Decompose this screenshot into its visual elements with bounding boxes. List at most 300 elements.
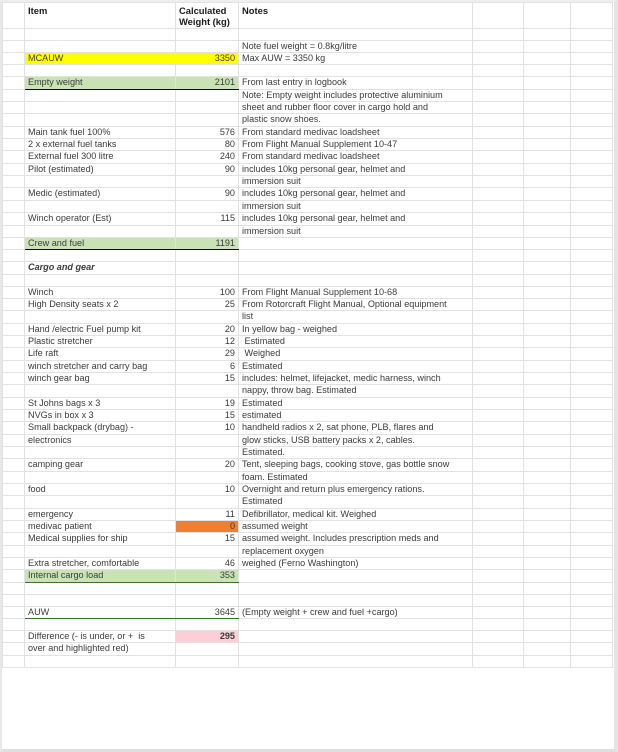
- cell-calculated-weight[interactable]: 20: [176, 323, 239, 335]
- row-gutter-cell[interactable]: [3, 397, 25, 409]
- cell-calculated-weight[interactable]: [176, 176, 239, 188]
- cell-notes[interactable]: Estimated: [239, 360, 473, 372]
- cell-item[interactable]: Difference (- is under, or + is: [25, 631, 176, 643]
- cell-blank-3[interactable]: [571, 40, 613, 52]
- row-gutter-cell[interactable]: [3, 89, 25, 101]
- cell-blank-2[interactable]: [524, 102, 571, 114]
- row-gutter-cell[interactable]: [3, 385, 25, 397]
- row-gutter-cell[interactable]: [3, 225, 25, 237]
- cell-calculated-weight[interactable]: [176, 40, 239, 52]
- cell-notes[interactable]: assumed weight: [239, 521, 473, 533]
- row-gutter-cell[interactable]: [3, 360, 25, 372]
- cell-calculated-weight[interactable]: [176, 655, 239, 667]
- cell-notes[interactable]: From standard medivac loadsheet: [239, 151, 473, 163]
- cell-blank-2[interactable]: [524, 274, 571, 286]
- cell-blank-3[interactable]: [571, 409, 613, 421]
- cell-blank-1[interactable]: [473, 521, 524, 533]
- row-gutter-cell[interactable]: [3, 151, 25, 163]
- cell-blank-1[interactable]: [473, 250, 524, 262]
- cell-notes[interactable]: [239, 262, 473, 274]
- cell-notes[interactable]: Estimated.: [239, 447, 473, 459]
- cell-notes[interactable]: From Flight Manual Supplement 10-47: [239, 139, 473, 151]
- cell-blank-1[interactable]: [473, 200, 524, 212]
- cell-item[interactable]: Extra stretcher, comfortable: [25, 558, 176, 570]
- cell-item[interactable]: Empty weight: [25, 77, 176, 89]
- cell-blank-2[interactable]: [524, 385, 571, 397]
- cell-blank-3[interactable]: [571, 335, 613, 347]
- cell-notes[interactable]: list: [239, 311, 473, 323]
- cell-calculated-weight[interactable]: 0: [176, 521, 239, 533]
- cell-blank-2[interactable]: [524, 200, 571, 212]
- cell-blank-2[interactable]: [524, 237, 571, 249]
- column-header-blank-3[interactable]: [571, 3, 613, 29]
- cell-blank-2[interactable]: [524, 643, 571, 655]
- row-gutter-cell[interactable]: [3, 471, 25, 483]
- cell-blank-3[interactable]: [571, 176, 613, 188]
- cell-blank-1[interactable]: [473, 225, 524, 237]
- cell-calculated-weight[interactable]: [176, 114, 239, 126]
- cell-item[interactable]: [25, 114, 176, 126]
- cell-blank-1[interactable]: [473, 176, 524, 188]
- cell-blank-1[interactable]: [473, 335, 524, 347]
- cell-item[interactable]: [25, 385, 176, 397]
- row-gutter-cell[interactable]: [3, 65, 25, 77]
- row-gutter-cell[interactable]: [3, 139, 25, 151]
- row-gutter-cell[interactable]: [3, 434, 25, 446]
- cell-blank-1[interactable]: [473, 151, 524, 163]
- cell-notes[interactable]: includes 10kg personal gear, helmet and: [239, 188, 473, 200]
- cell-item[interactable]: Hand /electric Fuel pump kit: [25, 323, 176, 335]
- cell-blank-1[interactable]: [473, 274, 524, 286]
- cell-calculated-weight[interactable]: 46: [176, 558, 239, 570]
- cell-calculated-weight[interactable]: [176, 200, 239, 212]
- cell-item[interactable]: External fuel 300 litre: [25, 151, 176, 163]
- column-header-blank-2[interactable]: [524, 3, 571, 29]
- row-gutter-cell[interactable]: [3, 508, 25, 520]
- cell-blank-2[interactable]: [524, 397, 571, 409]
- cell-item[interactable]: over and highlighted red): [25, 643, 176, 655]
- cell-blank-2[interactable]: [524, 409, 571, 421]
- cell-calculated-weight[interactable]: 90: [176, 188, 239, 200]
- row-gutter-cell[interactable]: [3, 372, 25, 384]
- cell-blank-1[interactable]: [473, 533, 524, 545]
- cell-blank-2[interactable]: [524, 434, 571, 446]
- cell-calculated-weight[interactable]: [176, 643, 239, 655]
- cell-calculated-weight[interactable]: [176, 28, 239, 40]
- cell-blank-3[interactable]: [571, 619, 613, 631]
- cell-calculated-weight[interactable]: 10: [176, 422, 239, 434]
- cell-blank-1[interactable]: [473, 434, 524, 446]
- cell-notes[interactable]: Overnight and return plus emergency rations.: [239, 484, 473, 496]
- row-gutter-cell[interactable]: [3, 606, 25, 618]
- cell-blank-2[interactable]: [524, 151, 571, 163]
- cell-blank-3[interactable]: [571, 545, 613, 557]
- cell-blank-2[interactable]: [524, 323, 571, 335]
- cell-blank-2[interactable]: [524, 250, 571, 262]
- row-gutter-cell[interactable]: [3, 631, 25, 643]
- cell-item[interactable]: Winch: [25, 286, 176, 298]
- cell-blank-2[interactable]: [524, 372, 571, 384]
- cell-calculated-weight[interactable]: 19: [176, 397, 239, 409]
- cell-calculated-weight[interactable]: [176, 619, 239, 631]
- cell-calculated-weight[interactable]: 1191: [176, 237, 239, 249]
- row-gutter-cell[interactable]: [3, 335, 25, 347]
- cell-notes[interactable]: [239, 65, 473, 77]
- cell-item[interactable]: [25, 65, 176, 77]
- row-gutter-cell[interactable]: [3, 619, 25, 631]
- cell-blank-3[interactable]: [571, 298, 613, 310]
- cell-calculated-weight[interactable]: 100: [176, 286, 239, 298]
- cell-notes[interactable]: [239, 237, 473, 249]
- cell-notes[interactable]: Max AUW = 3350 kg: [239, 53, 473, 65]
- cell-calculated-weight[interactable]: [176, 582, 239, 594]
- cell-blank-1[interactable]: [473, 188, 524, 200]
- cell-blank-2[interactable]: [524, 471, 571, 483]
- cell-blank-3[interactable]: [571, 89, 613, 101]
- cell-blank-2[interactable]: [524, 188, 571, 200]
- cell-blank-1[interactable]: [473, 409, 524, 421]
- cell-blank-1[interactable]: [473, 89, 524, 101]
- cell-calculated-weight[interactable]: 295: [176, 631, 239, 643]
- cell-calculated-weight[interactable]: 6: [176, 360, 239, 372]
- cell-calculated-weight[interactable]: [176, 594, 239, 606]
- cell-item[interactable]: [25, 274, 176, 286]
- cell-calculated-weight[interactable]: 10: [176, 484, 239, 496]
- cell-blank-3[interactable]: [571, 631, 613, 643]
- row-gutter-cell[interactable]: [3, 643, 25, 655]
- cell-item[interactable]: [25, 545, 176, 557]
- cell-blank-1[interactable]: [473, 163, 524, 175]
- row-gutter-cell[interactable]: [3, 459, 25, 471]
- cell-blank-3[interactable]: [571, 102, 613, 114]
- row-gutter-cell[interactable]: [3, 484, 25, 496]
- cell-notes[interactable]: estimated: [239, 409, 473, 421]
- row-gutter-cell[interactable]: [3, 102, 25, 114]
- cell-calculated-weight[interactable]: [176, 496, 239, 508]
- cell-blank-1[interactable]: [473, 360, 524, 372]
- cell-calculated-weight[interactable]: 353: [176, 570, 239, 582]
- cell-blank-1[interactable]: [473, 323, 524, 335]
- cell-calculated-weight[interactable]: [176, 262, 239, 274]
- cell-blank-1[interactable]: [473, 298, 524, 310]
- cell-blank-3[interactable]: [571, 139, 613, 151]
- cell-blank-2[interactable]: [524, 77, 571, 89]
- cell-item[interactable]: winch stretcher and carry bag: [25, 360, 176, 372]
- cell-blank-3[interactable]: [571, 558, 613, 570]
- cell-item[interactable]: [25, 250, 176, 262]
- cell-item[interactable]: winch gear bag: [25, 372, 176, 384]
- cell-blank-2[interactable]: [524, 484, 571, 496]
- cell-blank-1[interactable]: [473, 102, 524, 114]
- cell-blank-2[interactable]: [524, 496, 571, 508]
- cell-item[interactable]: Medic (estimated): [25, 188, 176, 200]
- cell-blank-2[interactable]: [524, 65, 571, 77]
- cell-notes[interactable]: sheet and rubber floor cover in cargo hold and: [239, 102, 473, 114]
- cell-calculated-weight[interactable]: 115: [176, 213, 239, 225]
- cell-blank-1[interactable]: [473, 619, 524, 631]
- cell-blank-1[interactable]: [473, 447, 524, 459]
- cell-item[interactable]: [25, 40, 176, 52]
- cell-blank-1[interactable]: [473, 348, 524, 360]
- cell-calculated-weight[interactable]: [176, 385, 239, 397]
- cell-blank-1[interactable]: [473, 114, 524, 126]
- cell-blank-2[interactable]: [524, 348, 571, 360]
- cell-notes[interactable]: [239, 274, 473, 286]
- cell-notes[interactable]: immersion suit: [239, 176, 473, 188]
- cell-notes[interactable]: foam. Estimated: [239, 471, 473, 483]
- cell-calculated-weight[interactable]: 12: [176, 335, 239, 347]
- cell-item[interactable]: food: [25, 484, 176, 496]
- cell-blank-1[interactable]: [473, 40, 524, 52]
- row-gutter-cell[interactable]: [3, 582, 25, 594]
- cell-blank-2[interactable]: [524, 262, 571, 274]
- cell-item[interactable]: Plastic stretcher: [25, 335, 176, 347]
- cell-notes[interactable]: From standard medivac loadsheet: [239, 126, 473, 138]
- cell-blank-3[interactable]: [571, 348, 613, 360]
- row-gutter-cell[interactable]: [3, 28, 25, 40]
- row-gutter-cell[interactable]: [3, 323, 25, 335]
- cell-blank-2[interactable]: [524, 163, 571, 175]
- cell-blank-1[interactable]: [473, 422, 524, 434]
- row-gutter-cell[interactable]: [3, 188, 25, 200]
- cell-blank-3[interactable]: [571, 521, 613, 533]
- cell-blank-2[interactable]: [524, 594, 571, 606]
- cell-notes[interactable]: Defibrillator, medical kit. Weighed: [239, 508, 473, 520]
- cell-notes[interactable]: includes 10kg personal gear, helmet and: [239, 213, 473, 225]
- cell-notes[interactable]: (Empty weight + crew and fuel +cargo): [239, 606, 473, 618]
- cell-notes[interactable]: includes: helmet, lifejacket, medic harness, winch: [239, 372, 473, 384]
- cell-calculated-weight[interactable]: 80: [176, 139, 239, 151]
- cell-blank-2[interactable]: [524, 335, 571, 347]
- cell-blank-1[interactable]: [473, 655, 524, 667]
- cell-blank-3[interactable]: [571, 114, 613, 126]
- cell-notes[interactable]: Tent, sleeping bags, cooking stove, gas bottle snow: [239, 459, 473, 471]
- row-gutter-cell[interactable]: [3, 594, 25, 606]
- cell-blank-2[interactable]: [524, 126, 571, 138]
- cell-item[interactable]: [25, 225, 176, 237]
- cell-calculated-weight[interactable]: 29: [176, 348, 239, 360]
- cell-blank-1[interactable]: [473, 213, 524, 225]
- row-gutter-cell[interactable]: [3, 558, 25, 570]
- row-gutter-cell[interactable]: [3, 200, 25, 212]
- cell-calculated-weight[interactable]: [176, 250, 239, 262]
- cell-calculated-weight[interactable]: 3645: [176, 606, 239, 618]
- cell-blank-1[interactable]: [473, 262, 524, 274]
- cell-item[interactable]: electronics: [25, 434, 176, 446]
- cell-notes[interactable]: From last entry in logbook: [239, 77, 473, 89]
- cell-blank-1[interactable]: [473, 570, 524, 582]
- cell-blank-3[interactable]: [571, 471, 613, 483]
- cell-calculated-weight[interactable]: 15: [176, 533, 239, 545]
- cell-calculated-weight[interactable]: 2101: [176, 77, 239, 89]
- cell-item[interactable]: [25, 89, 176, 101]
- cell-blank-2[interactable]: [524, 40, 571, 52]
- cell-item[interactable]: Medical supplies for ship: [25, 533, 176, 545]
- cell-blank-1[interactable]: [473, 237, 524, 249]
- cell-item[interactable]: [25, 582, 176, 594]
- cell-notes[interactable]: [239, 570, 473, 582]
- column-header-weight[interactable]: [176, 3, 239, 29]
- row-gutter-cell[interactable]: [3, 126, 25, 138]
- row-gutter-cell[interactable]: [3, 422, 25, 434]
- cell-notes[interactable]: [239, 594, 473, 606]
- cell-blank-2[interactable]: [524, 631, 571, 643]
- cell-blank-3[interactable]: [571, 422, 613, 434]
- cell-calculated-weight[interactable]: [176, 545, 239, 557]
- cell-notes[interactable]: glow sticks, USB battery packs x 2, cables.: [239, 434, 473, 446]
- cell-notes[interactable]: In yellow bag - weighed: [239, 323, 473, 335]
- cell-blank-2[interactable]: [524, 558, 571, 570]
- cell-calculated-weight[interactable]: [176, 434, 239, 446]
- row-gutter-cell[interactable]: [3, 409, 25, 421]
- cell-blank-1[interactable]: [473, 496, 524, 508]
- cell-blank-1[interactable]: [473, 65, 524, 77]
- cell-item[interactable]: [25, 102, 176, 114]
- cell-blank-3[interactable]: [571, 188, 613, 200]
- row-gutter-cell[interactable]: [3, 250, 25, 262]
- cell-notes[interactable]: [239, 619, 473, 631]
- row-gutter-cell[interactable]: [3, 545, 25, 557]
- cell-blank-1[interactable]: [473, 311, 524, 323]
- cell-blank-1[interactable]: [473, 631, 524, 643]
- cell-blank-1[interactable]: [473, 582, 524, 594]
- cell-blank-3[interactable]: [571, 447, 613, 459]
- row-gutter-cell[interactable]: [3, 163, 25, 175]
- cell-notes[interactable]: plastic snow shoes.: [239, 114, 473, 126]
- cell-notes[interactable]: handheld radios x 2, sat phone, PLB, flares and: [239, 422, 473, 434]
- cell-blank-1[interactable]: [473, 471, 524, 483]
- cell-notes[interactable]: From Flight Manual Supplement 10-68: [239, 286, 473, 298]
- row-gutter-cell[interactable]: [3, 53, 25, 65]
- cell-notes[interactable]: [239, 643, 473, 655]
- cell-notes[interactable]: Note: Empty weight includes protective aluminium: [239, 89, 473, 101]
- cell-blank-2[interactable]: [524, 360, 571, 372]
- cell-item[interactable]: [25, 200, 176, 212]
- row-gutter-cell[interactable]: [3, 40, 25, 52]
- cell-blank-1[interactable]: [473, 508, 524, 520]
- cell-item[interactable]: medivac patient: [25, 521, 176, 533]
- cell-blank-2[interactable]: [524, 114, 571, 126]
- cell-blank-2[interactable]: [524, 139, 571, 151]
- cell-blank-2[interactable]: [524, 422, 571, 434]
- cell-blank-1[interactable]: [473, 77, 524, 89]
- cell-blank-3[interactable]: [571, 533, 613, 545]
- cell-item[interactable]: [25, 619, 176, 631]
- row-gutter-cell[interactable]: [3, 237, 25, 249]
- cell-notes[interactable]: [239, 582, 473, 594]
- cell-blank-3[interactable]: [571, 643, 613, 655]
- cell-notes[interactable]: immersion suit: [239, 225, 473, 237]
- cell-notes[interactable]: Weighed: [239, 348, 473, 360]
- cell-blank-3[interactable]: [571, 213, 613, 225]
- cell-calculated-weight[interactable]: 15: [176, 409, 239, 421]
- column-header-notes[interactable]: Notes: [239, 3, 473, 29]
- row-gutter-cell[interactable]: [3, 348, 25, 360]
- cell-blank-3[interactable]: [571, 53, 613, 65]
- cell-blank-1[interactable]: [473, 139, 524, 151]
- cell-notes[interactable]: nappy, throw bag. Estimated: [239, 385, 473, 397]
- cell-blank-2[interactable]: [524, 606, 571, 618]
- cell-blank-1[interactable]: [473, 28, 524, 40]
- cell-calculated-weight[interactable]: 15: [176, 372, 239, 384]
- row-gutter-cell[interactable]: [3, 3, 25, 29]
- cell-item[interactable]: [25, 496, 176, 508]
- cell-item[interactable]: Winch operator (Est): [25, 213, 176, 225]
- cell-item[interactable]: St Johns bags x 3: [25, 397, 176, 409]
- cell-calculated-weight[interactable]: 90: [176, 163, 239, 175]
- row-gutter-cell[interactable]: [3, 311, 25, 323]
- cell-blank-3[interactable]: [571, 151, 613, 163]
- row-gutter-cell[interactable]: [3, 655, 25, 667]
- cell-item[interactable]: Small backpack (drybag) -: [25, 422, 176, 434]
- cell-blank-1[interactable]: [473, 459, 524, 471]
- cell-blank-2[interactable]: [524, 213, 571, 225]
- cell-blank-3[interactable]: [571, 594, 613, 606]
- cell-notes[interactable]: [239, 28, 473, 40]
- cell-calculated-weight[interactable]: 240: [176, 151, 239, 163]
- cell-blank-2[interactable]: [524, 521, 571, 533]
- cell-blank-2[interactable]: [524, 89, 571, 101]
- cell-calculated-weight[interactable]: [176, 274, 239, 286]
- cell-blank-3[interactable]: [571, 459, 613, 471]
- cell-item[interactable]: Cargo and gear: [25, 262, 176, 274]
- cell-notes[interactable]: includes 10kg personal gear, helmet and: [239, 163, 473, 175]
- cell-blank-3[interactable]: [571, 397, 613, 409]
- cell-blank-1[interactable]: [473, 397, 524, 409]
- cell-blank-2[interactable]: [524, 459, 571, 471]
- cell-calculated-weight[interactable]: [176, 447, 239, 459]
- cell-blank-1[interactable]: [473, 545, 524, 557]
- cell-blank-1[interactable]: [473, 643, 524, 655]
- column-header-blank-1[interactable]: [473, 3, 524, 29]
- row-gutter-cell[interactable]: [3, 298, 25, 310]
- cell-blank-3[interactable]: [571, 28, 613, 40]
- cell-blank-1[interactable]: [473, 606, 524, 618]
- cell-item[interactable]: camping gear: [25, 459, 176, 471]
- cell-item[interactable]: [25, 594, 176, 606]
- cell-notes[interactable]: assumed weight. Includes prescription meds and: [239, 533, 473, 545]
- cell-item[interactable]: Internal cargo load: [25, 570, 176, 582]
- cell-blank-2[interactable]: [524, 298, 571, 310]
- row-gutter-cell[interactable]: [3, 521, 25, 533]
- cell-blank-2[interactable]: [524, 655, 571, 667]
- cell-item[interactable]: [25, 447, 176, 459]
- cell-blank-3[interactable]: [571, 286, 613, 298]
- cell-item[interactable]: 2 x external fuel tanks: [25, 139, 176, 151]
- cell-calculated-weight[interactable]: 20: [176, 459, 239, 471]
- cell-notes[interactable]: [239, 631, 473, 643]
- cell-blank-3[interactable]: [571, 496, 613, 508]
- cell-blank-3[interactable]: [571, 323, 613, 335]
- cell-blank-3[interactable]: [571, 508, 613, 520]
- cell-blank-1[interactable]: [473, 484, 524, 496]
- cell-blank-2[interactable]: [524, 533, 571, 545]
- row-gutter-cell[interactable]: [3, 213, 25, 225]
- row-gutter-cell[interactable]: [3, 286, 25, 298]
- cell-notes[interactable]: From Rotorcraft Flight Manual, Optional equipment: [239, 298, 473, 310]
- cell-calculated-weight[interactable]: 11: [176, 508, 239, 520]
- cell-blank-3[interactable]: [571, 360, 613, 372]
- row-gutter-cell[interactable]: [3, 496, 25, 508]
- cell-blank-3[interactable]: [571, 570, 613, 582]
- cell-blank-3[interactable]: [571, 163, 613, 175]
- row-gutter-cell[interactable]: [3, 274, 25, 286]
- cell-item[interactable]: [25, 28, 176, 40]
- cell-blank-1[interactable]: [473, 126, 524, 138]
- cell-item[interactable]: emergency: [25, 508, 176, 520]
- cell-item[interactable]: NVGs in box x 3: [25, 409, 176, 421]
- cell-blank-2[interactable]: [524, 570, 571, 582]
